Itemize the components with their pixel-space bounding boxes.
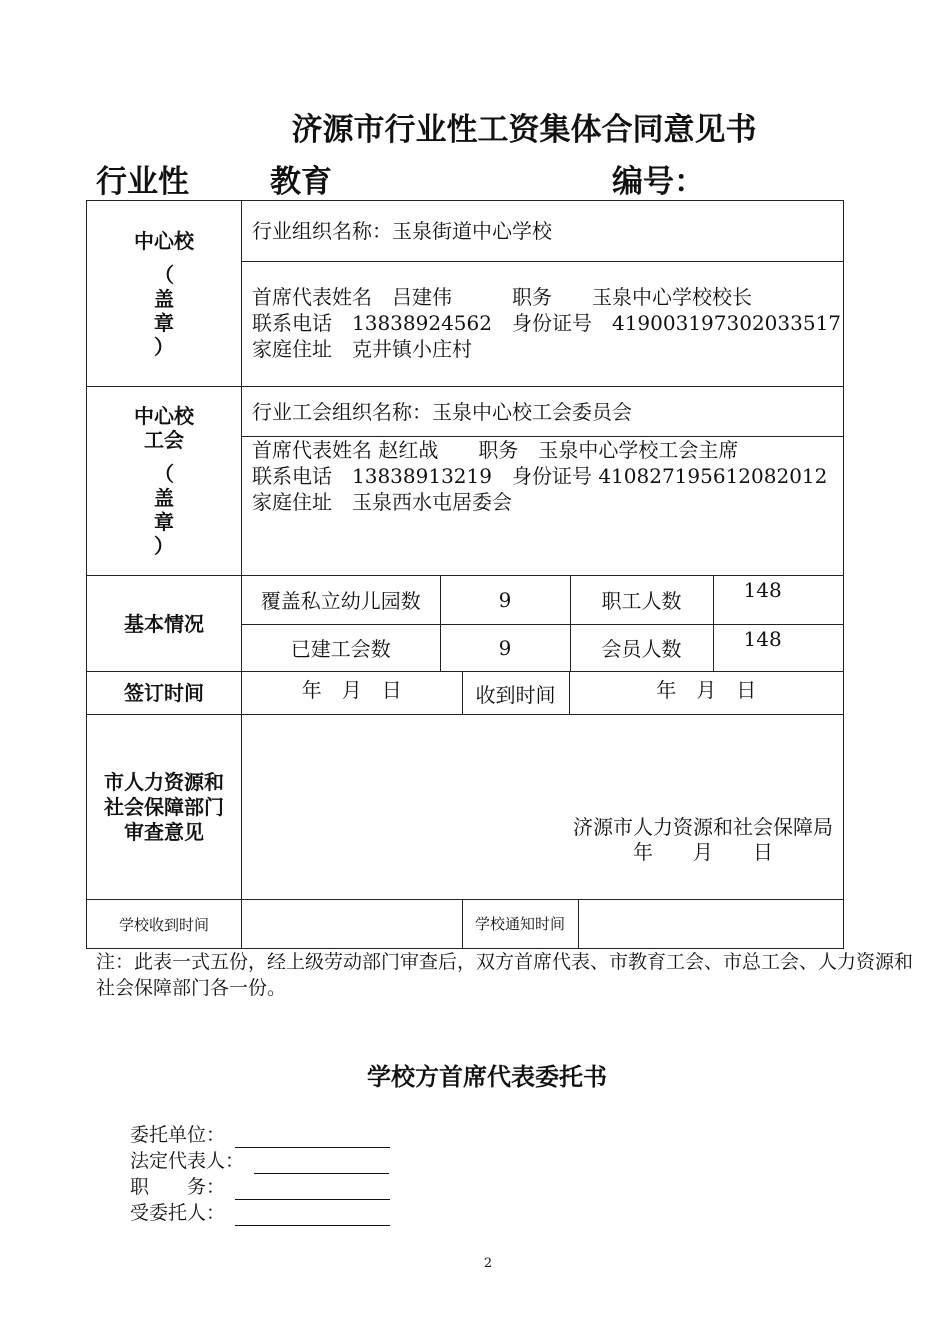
review-date: 年 月 日: [633, 840, 773, 864]
received-date: 年 月 日: [656, 678, 757, 702]
proxy-fields: [130, 1122, 390, 1226]
review-label-cell: [87, 715, 242, 900]
union-rep-line: 首席代表姓名 赵红战 职务 玉泉中心学校工会主席: [252, 438, 739, 462]
union-phone-line: 联系电话 13838913219 身份证号 410827195612082012: [252, 464, 828, 488]
kindergarten-value: 9: [440, 576, 570, 624]
document-title: 济源市行业性工资集体合同意见书: [291, 112, 757, 148]
school-seal-mark: （ 盖 章 ）: [154, 262, 174, 359]
members-label: 会员人数: [570, 624, 713, 671]
industry-label: 行业性: [96, 164, 189, 200]
union-label-cell: [87, 387, 242, 576]
proxy-title: 学校方首席代表委托书: [367, 1063, 607, 1091]
signing-grid: [242, 672, 843, 714]
signing-label: 签订时间: [87, 672, 242, 715]
school-address-line: 家庭住址 克井镇小庄村: [252, 337, 472, 361]
basic-info-grid: [242, 576, 843, 671]
union-label-line-1: 中心校: [134, 404, 194, 428]
page-number: 2: [483, 1256, 493, 1271]
proxy-field-legal-rep: [130, 1148, 390, 1174]
school-org-name: 行业组织名称：玉泉街道中心学校: [252, 219, 552, 243]
basic-label: 基本情况: [87, 576, 242, 672]
staff-label: 职工人数: [570, 576, 713, 624]
union-org-name: 行业工会组织名称：玉泉中心校工会委员会: [252, 399, 632, 424]
proxy-field-label: 委托单位：: [130, 1124, 226, 1146]
review-label-line-2: 社会保障部门: [104, 794, 224, 819]
union-org-name-cell: [242, 387, 844, 437]
school-rep-line: 首席代表姓名 吕建伟 职务 玉泉中心学校校长: [252, 285, 752, 309]
received-label: 收到时间: [462, 672, 569, 714]
note-text: 注：此表一式五份，经上级劳动部门审查后，双方首席代表、市教育工会、市总工会、人力资源和社会保障部门各一份。: [96, 951, 914, 999]
school-label: 中心校: [134, 228, 194, 253]
review-label-line-1: 市人力资源和: [104, 769, 224, 794]
union-address-line: 家庭住址 玉泉西水屯居委会: [252, 490, 512, 514]
footer-row-cell: [242, 900, 844, 949]
proxy-field-position: [130, 1174, 390, 1200]
proxy-field-blank[interactable]: [235, 1205, 390, 1226]
industry-value: 教育: [270, 164, 332, 200]
proxy-field-trustee: [130, 1200, 390, 1226]
school-received-value[interactable]: [242, 900, 462, 948]
opinion-form-table: [86, 200, 844, 949]
footer-row-grid: [242, 900, 843, 948]
union-rep-cell: [242, 437, 844, 576]
school-org-name-cell: [242, 201, 844, 262]
school-phone-line: 联系电话 13838924562 身份证号 419003197302033517: [252, 311, 842, 335]
proxy-field-blank[interactable]: [254, 1153, 389, 1174]
proxy-field-entrusting-unit: [130, 1122, 390, 1148]
school-notify-value[interactable]: [578, 900, 843, 948]
proxy-field-blank[interactable]: [235, 1179, 390, 1200]
school-notify-label: 学校通知时间: [462, 900, 578, 948]
proxy-field-label: 受委托人：: [130, 1202, 226, 1224]
proxy-field-label: 法定代表人：: [130, 1150, 245, 1172]
review-label-line-3: 审查意见: [124, 819, 204, 844]
number-label: 编号：: [612, 164, 705, 200]
school-rep-cell: [242, 262, 844, 387]
unions-value: 9: [440, 624, 570, 671]
unions-label: 已建工会数: [242, 624, 440, 671]
kindergarten-label: 覆盖私立幼儿园数: [242, 576, 440, 624]
school-received-label: 学校收到时间: [87, 900, 242, 949]
proxy-field-blank[interactable]: [235, 1127, 390, 1148]
basic-info-cell: [242, 576, 844, 672]
union-seal-mark: （ 盖 章 ）: [154, 462, 174, 558]
union-label-line-2: 工会: [144, 428, 184, 452]
school-label-cell: [87, 201, 242, 387]
review-opinion-cell: [242, 715, 844, 900]
signing-date: 年 月 日: [301, 678, 402, 702]
members-value: 148: [713, 624, 843, 671]
proxy-field-label: 职 务：: [130, 1176, 226, 1198]
staff-value: 148: [713, 576, 843, 624]
review-authority: 济源市人力资源和社会保障局: [573, 815, 833, 839]
signing-cell: [242, 672, 844, 715]
